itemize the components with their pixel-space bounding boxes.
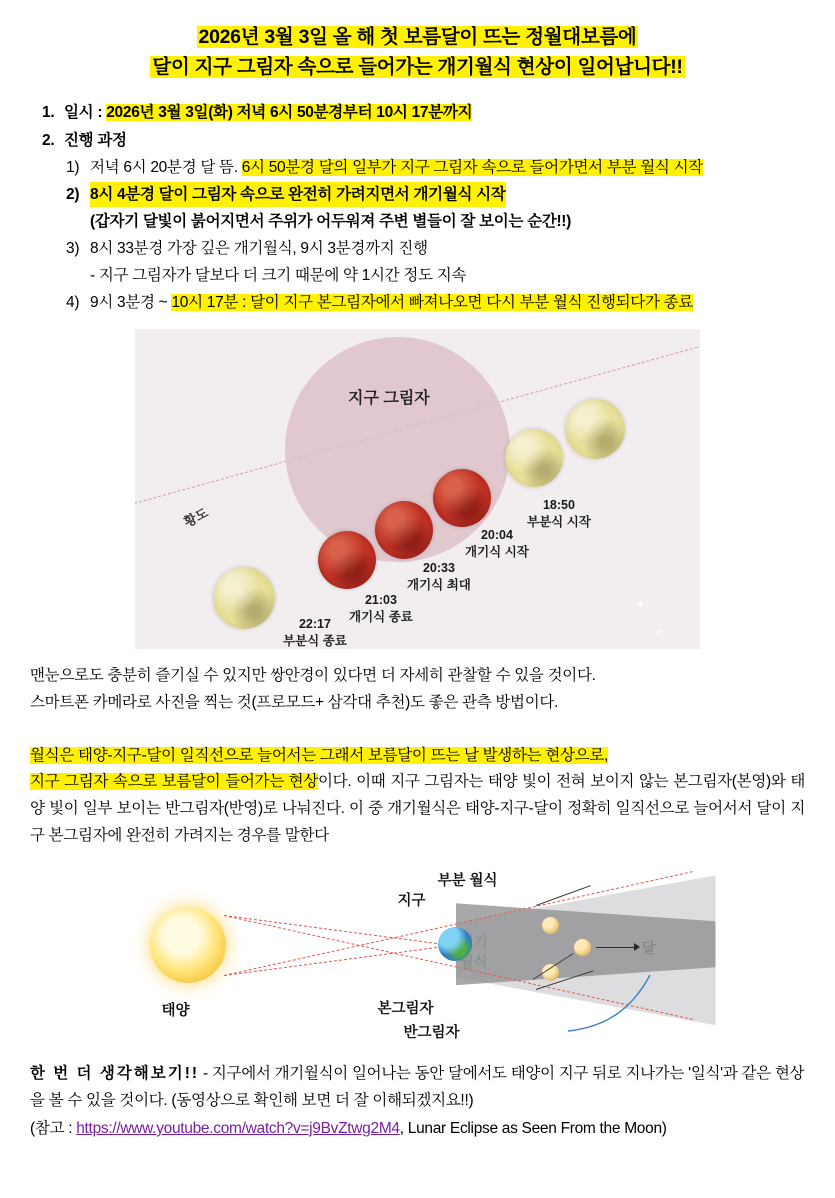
caption-partial-start-text: 부분식 시작 (527, 515, 591, 530)
outline-sub-1 (66, 155, 805, 180)
outline-item-2-number: 2. (42, 131, 55, 149)
outline-sub-2-note: (갑자기 달빛이 붉어지면서 주위가 어두워져 주변 별들이 잘 보이는 순간!!) (90, 212, 572, 230)
caption-total-start-time: 20:04 (480, 528, 513, 543)
outline-item-1-label: 일시 : (64, 104, 107, 122)
caption-partial-start-time: 18:50 (542, 498, 575, 513)
outline-sub-2 (66, 182, 805, 207)
caption-partial-end-time: 22:17 (298, 617, 331, 632)
earth-label: 지구 (397, 893, 426, 910)
title-line-1-text: 2026년 3월 3일 올 해 첫 보름달이 뜨는 정월대보름에 (198, 26, 637, 48)
sun-icon (150, 907, 226, 983)
moon-partial-start-2 (505, 429, 563, 487)
footer-reference-close: , Lunar Eclipse as Seen From the Moon) (399, 1119, 667, 1137)
paragraph-definition-highlight-1: 월식은 태양-지구-달이 일직선으로 늘어서는 그래서 보름달이 뜨는 날 발생하는 현상으로, (30, 746, 609, 764)
paragraph-observation-line1: 맨눈으로도 충분히 즐기실 수 있지만 쌍안경이 있다면 더 자세히 관찰할 수 있을 것이다. (30, 667, 596, 685)
moon-motion-arrow-line (596, 947, 634, 948)
outline-sub-4 (66, 290, 805, 315)
caption-partial-end (283, 616, 347, 649)
outline-sub-2-number: 2) (66, 185, 80, 203)
sun-label: 태양 (161, 1003, 190, 1020)
eclipse-sequence-figure-wrapper (30, 329, 805, 649)
sparkle-icon-2: ✦ (655, 627, 663, 638)
ecliptic-label: 황도 (181, 505, 211, 531)
caption-total-start (465, 527, 529, 561)
moon-umbra-center (574, 939, 591, 956)
outline-item-1 (42, 100, 805, 125)
outline-item-1-number: 1. (42, 104, 55, 122)
page-title (30, 22, 805, 82)
title-line-1 (30, 22, 805, 52)
caption-partial-end-text: 부분식 종료 (283, 634, 347, 649)
earth-shadow-label: 지구 그림자 (348, 390, 430, 408)
outline-sub-4-plain: 9시 3분경 ~ (90, 294, 172, 312)
outline-sub-2-highlight: 8시 4분경 달이 그림자 속으로 완전히 가려지면서 개기월식 시작 (90, 182, 506, 207)
outline-item-1-value: 2026년 3월 3일(화) 저녁 6시 50분경부터 10시 17분까지 (106, 104, 473, 122)
caption-partial-start (527, 497, 591, 531)
caption-total-max-time: 20:33 (422, 561, 455, 576)
eclipse-sequence-figure (135, 329, 700, 649)
moon-partial-start (565, 399, 625, 459)
outline-sub-1-plain: 저녁 6시 20분경 달 뜸. (90, 158, 242, 176)
caption-total-max-text: 개기식 최대 (407, 578, 471, 593)
earth-icon (438, 927, 472, 961)
footer-reference-open: (참고 : (30, 1119, 77, 1137)
paragraph-definition (30, 743, 805, 850)
caption-total-end-text: 개기식 종료 (349, 610, 413, 625)
outline-sub-4-body (90, 290, 693, 315)
footer-body: - 지구에서 개기월식이 일어나는 동안 달에서도 태양이 지구 뒤로 지나가는 '일식'과 같은 현상을 볼 수 있을 것이다. (동영상으로 확인해 보면 더 잘 이해되겠지요!!) (30, 1065, 805, 1109)
outline-sub-3 (66, 236, 805, 261)
outline-sub-1-body (90, 155, 703, 180)
umbra-penumbra-figure-wrapper (30, 869, 805, 1042)
moon-motion-arrow-head (634, 943, 640, 951)
outline-sub-3-dash: - 지구 그림자가 달보다 더 크기 때문에 약 1시간 정도 지속 (90, 267, 467, 285)
paragraph-observation (30, 663, 805, 716)
youtube-link[interactable]: https://www.youtube.com/watch?v=j9BvZtwg2M4 (76, 1119, 400, 1137)
light-ray-1 (223, 915, 466, 948)
outline-sub-4-highlight: 10시 17분 : 달이 지구 본그림자에서 빠져나오면 다시 부분 월식 진행되다가 종료 (171, 294, 693, 312)
moon-partial-end (213, 567, 275, 629)
caption-total-end (349, 592, 413, 626)
outline-sub-4-number: 4) (66, 294, 80, 312)
moon-total-max (375, 501, 433, 559)
footer-reference (30, 1116, 805, 1142)
partial-eclipse-label: 부분 월식 (437, 873, 498, 890)
moon-total-end (318, 531, 376, 589)
sparkle-icon: ✦ (635, 597, 646, 613)
outline-item-1-body (64, 100, 472, 125)
paragraph-observation-line2: 스마트폰 카메라로 사진을 찍는 것(프로모드+ 삼각대 추천)도 좋은 관측 방법이다. (30, 693, 559, 711)
penumbra-pointer-curve (558, 969, 678, 1039)
umbra-label: 본그림자 (377, 1001, 434, 1018)
paragraph-definition-highlight-2: 지구 그림자 속으로 보름달이 들어가는 현상 (30, 773, 318, 791)
outline-item-2-label: 진행 과정 (64, 131, 127, 149)
outline-sub-3-number: 3) (66, 239, 80, 257)
caption-total-max (407, 560, 471, 594)
outline-item-2 (42, 128, 805, 153)
moon-penumbra-upper (542, 917, 559, 934)
title-line-2 (30, 52, 805, 82)
footer-note (30, 1061, 805, 1142)
paragraph-definition-rest: 이다. 이때 지구 그림자는 태양 빛이 전혀 보이지 않는 본그림자(본영)와 태양 빛이 일부 보이는 반그림자(반영)로 나눠진다. 이 중 개기월식은 태양-지구-달이 정확히 일직선으로 늘어서서 달이 지구 본그림자에 완전히 가려지는 경우를 말한다 (30, 773, 805, 844)
outline-sub-1-highlight: 6시 50분경 달의 일부가 지구 그림자 속으로 들어가면서 부분 월식 시작 (241, 158, 703, 176)
outline-sub-3-plain: 8시 33분경 가장 깊은 개기월식, 9시 3분경까지 진행 (90, 239, 428, 257)
caption-total-end-time: 21:03 (364, 593, 397, 608)
moon-total-start (433, 469, 491, 527)
penumbra-label: 반그림자 (403, 1025, 460, 1042)
footer-lead: 한 번 더 생각해보기!! (30, 1065, 200, 1083)
caption-total-start-text: 개기식 시작 (465, 545, 529, 560)
title-line-2-text: 달이 지구 그림자 속으로 들어가는 개기월식 현상이 일어납니다!! (152, 56, 683, 79)
outline-sub-1-number: 1) (66, 158, 80, 176)
outline-list (30, 100, 805, 315)
umbra-penumbra-figure (138, 869, 698, 1042)
